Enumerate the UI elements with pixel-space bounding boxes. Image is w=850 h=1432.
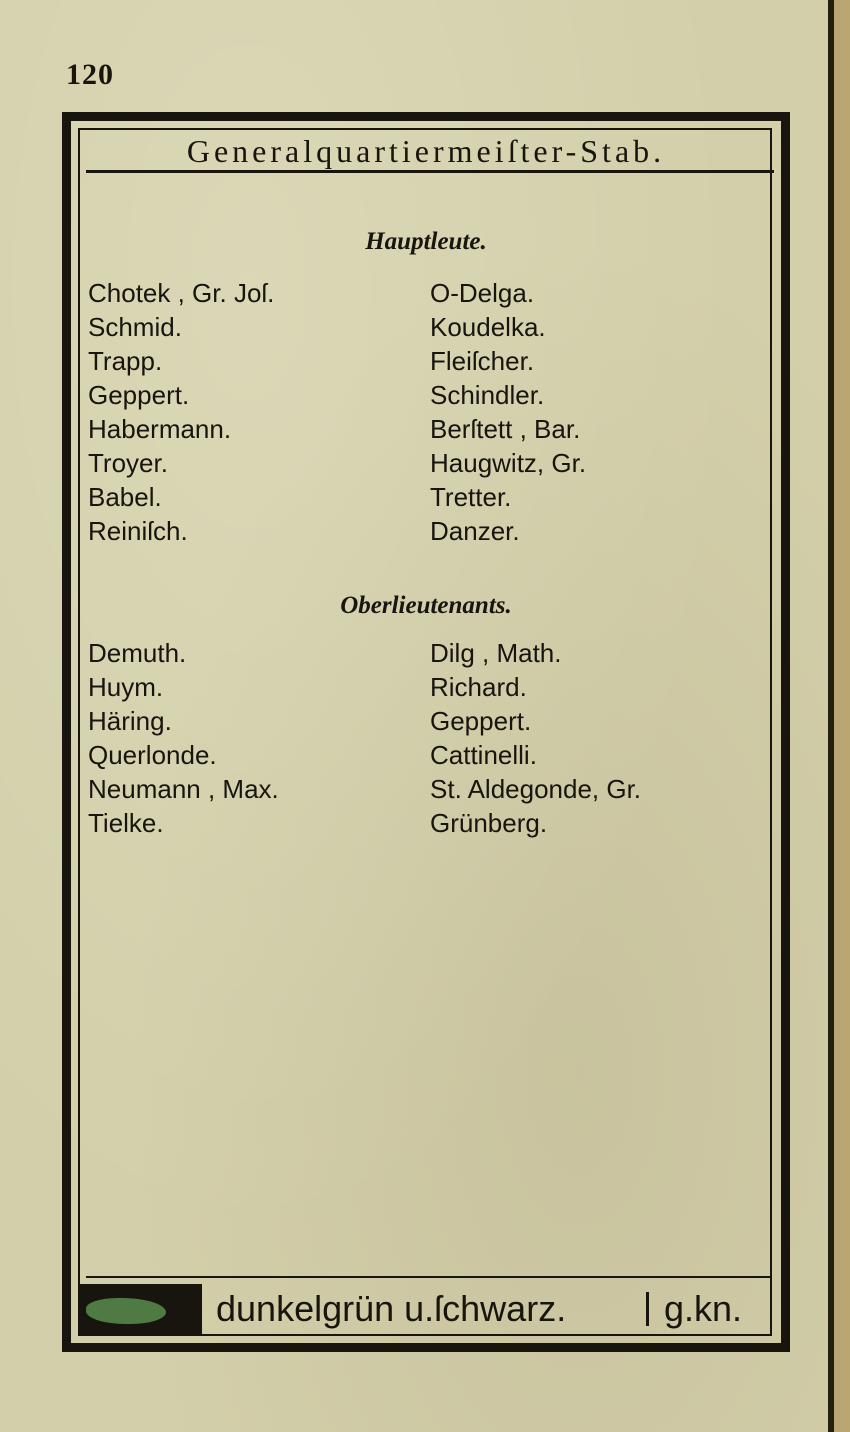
name-entry: Tretter.	[430, 482, 512, 512]
name-entry: Fleiſcher.	[430, 346, 535, 376]
name-entry: Häring.	[88, 706, 172, 736]
name-entry: Richard.	[430, 672, 527, 702]
uniform-color-swatch	[78, 1284, 202, 1334]
header-divider	[86, 170, 774, 173]
section-heading-oberlieutenants: Oberlieutenants.	[340, 592, 512, 619]
staff-title: Generalquartiermeiſter-Stab.	[186, 133, 666, 169]
name-entry: Neumann , Max.	[88, 774, 279, 804]
name-entry: Tielke.	[88, 808, 164, 838]
name-entry: Haugwitz, Gr.	[430, 448, 587, 478]
hauptleute-right-column	[430, 276, 586, 548]
name-entry: Troyer.	[88, 448, 168, 478]
hauptleute-left-column	[88, 276, 274, 548]
name-entry: Babel.	[88, 482, 162, 512]
name-entry: St. Aldegonde, Gr.	[430, 774, 642, 804]
name-entry: Huym.	[88, 672, 164, 702]
page-number: 120	[66, 58, 114, 91]
footer-divider	[86, 1276, 770, 1278]
name-entry: Cattinelli.	[430, 740, 537, 770]
name-entry: Trapp.	[88, 346, 163, 376]
name-entry: Schindler.	[430, 380, 545, 410]
oberlieutenants-left-column	[88, 636, 279, 840]
name-entry: Demuth.	[88, 638, 187, 668]
green-patch	[86, 1298, 166, 1324]
name-entry: Grünberg.	[430, 808, 548, 838]
name-entry: Dilg , Math.	[430, 638, 562, 668]
name-entry: Schmid.	[88, 312, 182, 342]
name-entry: O-Delga.	[430, 278, 535, 308]
button-code-text: g.kn.	[664, 1288, 743, 1329]
name-entry: Reiniſch.	[88, 516, 188, 546]
uniform-footer	[78, 1284, 772, 1334]
oberlieutenants-right-column	[430, 636, 641, 840]
name-entry: Geppert.	[88, 380, 190, 410]
uniform-colors-text: dunkelgrün u.ſchwarz.	[216, 1288, 567, 1329]
page-edge-shadow	[828, 0, 834, 1432]
adjacent-page-edge	[828, 0, 850, 1432]
name-entry: Querlonde.	[88, 740, 217, 770]
name-entry: Berſtett , Bar.	[430, 414, 581, 444]
section-heading-hauptleute: Hauptleute.	[365, 228, 487, 255]
footer-separator	[646, 1292, 649, 1326]
name-entry: Danzer.	[430, 516, 520, 546]
name-entry: Habermann.	[88, 414, 232, 444]
name-entry: Geppert.	[430, 706, 532, 736]
name-entry: Koudelka.	[430, 312, 546, 342]
name-entry: Chotek , Gr. Joſ.	[88, 278, 275, 308]
